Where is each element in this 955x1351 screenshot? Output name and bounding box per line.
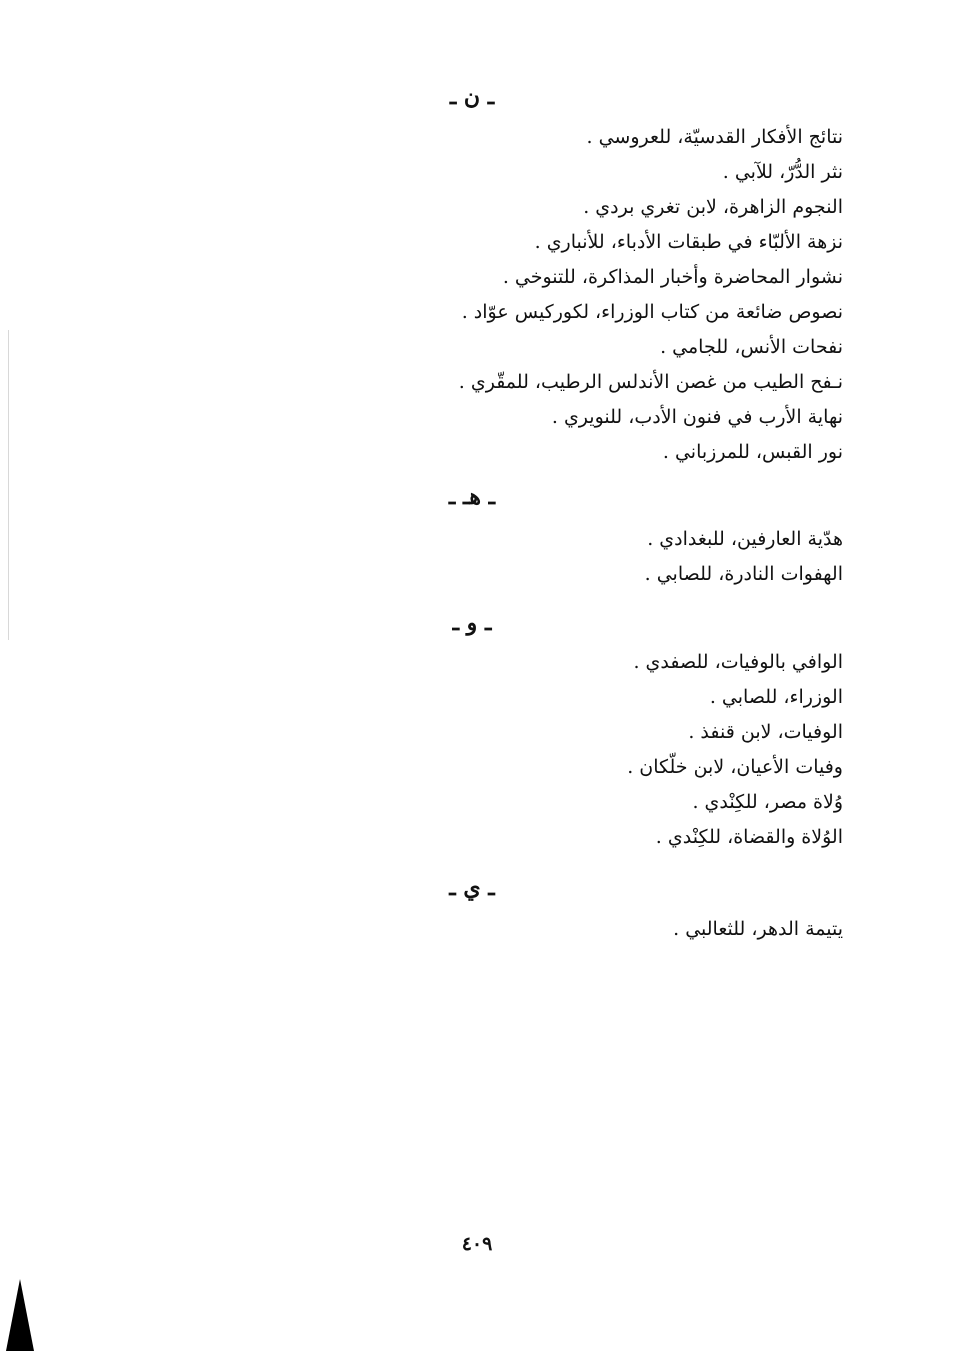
list-item: الوفيات، لابن قنفذ . [688,721,843,743]
list-item: نـفح الطيب من غصن الأندلس الرطيب، للمقّري . [458,371,843,393]
list-item: نور القبس، للمرزباني . [662,441,843,463]
section-header-yaa: ـ ي ـ [449,875,495,901]
list-item: النجوم الزاهرة، لابن تغري بردي . [583,196,843,218]
section-header-waw: ـ و ـ [452,610,492,636]
page-number: ٤٠٩ [461,1233,493,1255]
list-item: نشوار المحاضرة وأخبار المذاكرة، للتنوخي . [502,266,843,288]
list-item: نثر الدُّرّ، للآبي . [722,161,843,183]
list-item: نزهة الألبّاء في طبقات الأدباء، للأنباري . [534,231,843,253]
list-item: الوُلاة والقضاة، للكِنْدي . [655,826,843,848]
list-item: نفحات الأنس، للجامي . [660,336,843,358]
section-noon-list [323,120,843,470]
section-header-haa: ـ هـ ـ [448,484,496,510]
corner-triangle-mark [6,1279,34,1351]
page-edge-line [8,330,9,640]
section-haa-list [323,522,843,592]
list-item: نهاية الأرب في فنون الأدب، للنويري . [551,406,843,428]
list-item: وُلاة مصر، للكِنْدي . [692,791,843,813]
list-item: الوزراء، للصابي . [709,686,843,708]
section-header-noon: ـ ن ـ [449,84,495,110]
list-item: يتيمة الدهر، للثعالبي . [673,918,843,940]
list-item: نتائج الأفكار القدسيّة، للعروسي . [586,126,843,148]
list-item: هدّية العارفين، للبغدادي . [647,528,843,550]
section-waw-list [323,645,843,855]
list-item: وفيات الأعيان، لابن خلّكان . [627,756,843,778]
list-item: نصوص ضائعة من كتاب الوزراء، لكوركيس عوّاد . [461,301,843,323]
section-yaa-list [323,912,843,947]
list-item: الوافي بالوفيات، للصفدي . [633,651,843,673]
list-item: الهفوات النادرة، للصابي . [644,563,843,585]
